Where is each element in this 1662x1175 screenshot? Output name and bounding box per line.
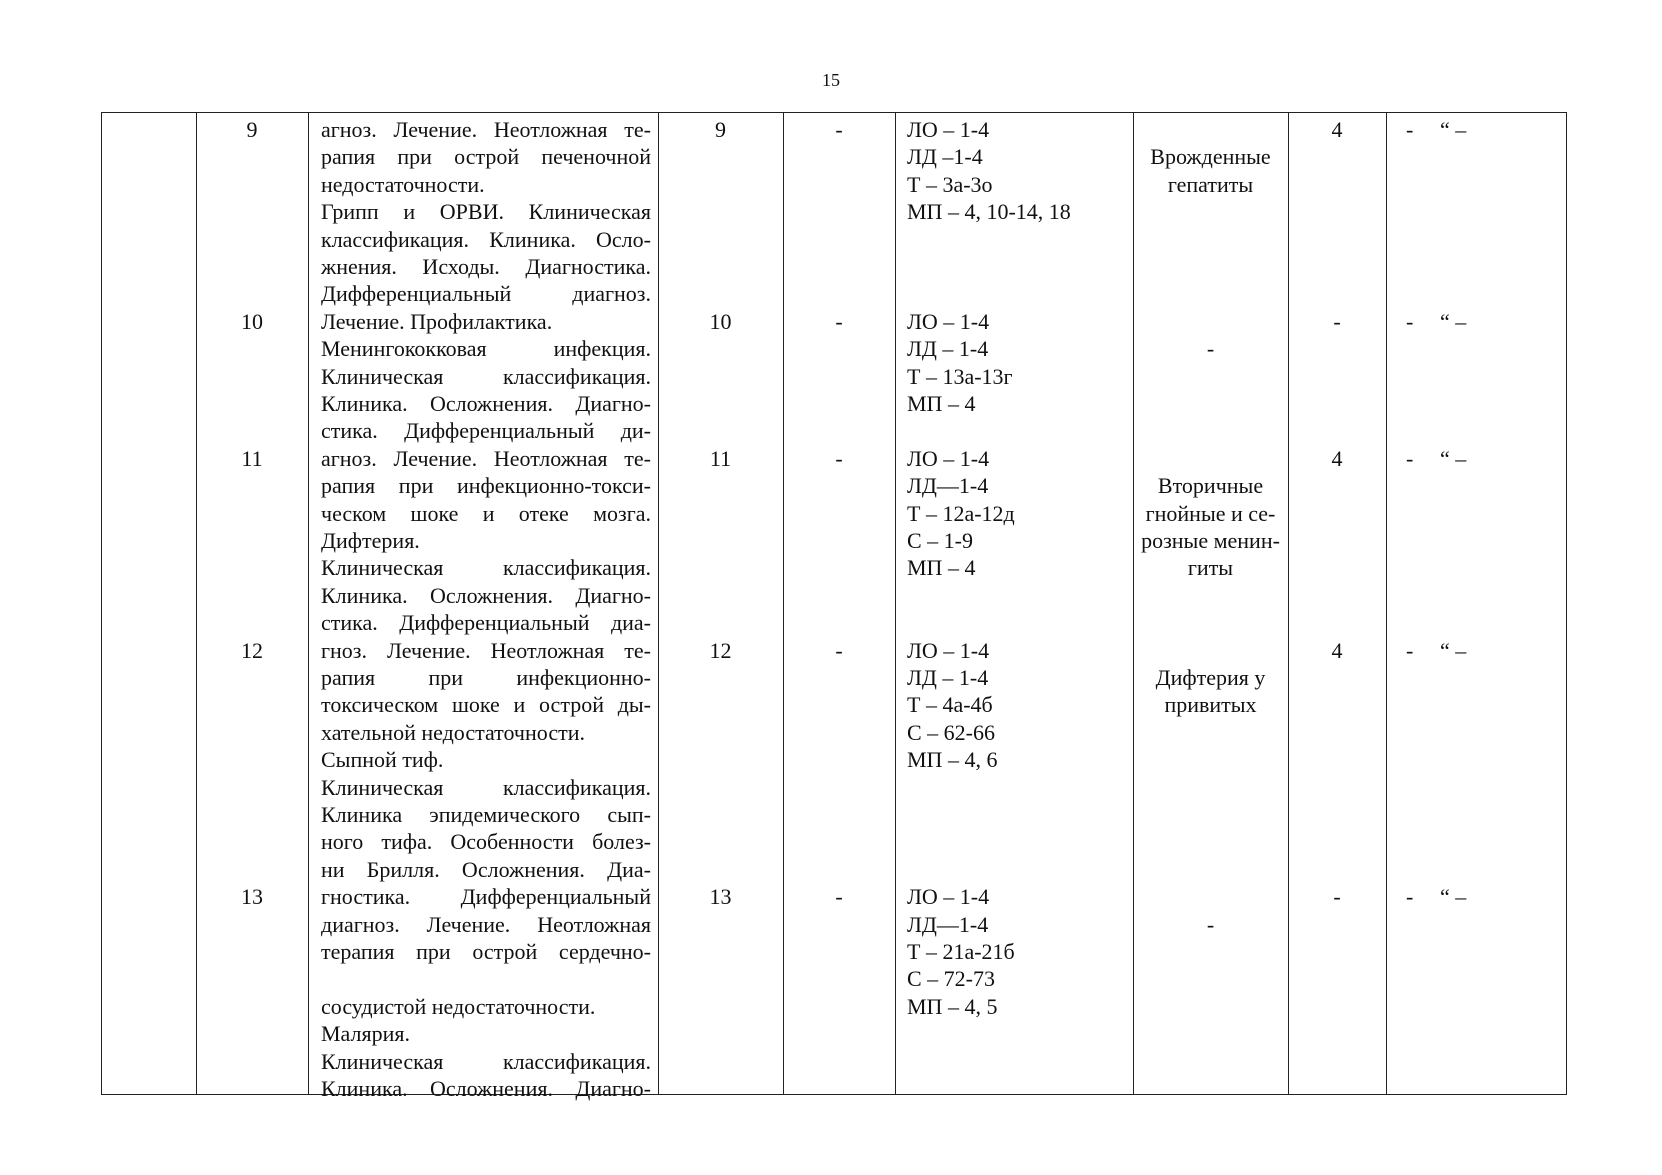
content-line: терапия при острой сердечно- <box>321 939 651 964</box>
literature-reference: Т – 4а-4б <box>907 692 993 718</box>
independent-hours: - <box>1333 308 1341 334</box>
content-line: ни Брилля. Осложнения. Диа- <box>321 856 651 882</box>
column-divider <box>1386 113 1387 1094</box>
literature-reference: ЛО – 1-4 <box>907 117 990 142</box>
content-line: токсическом шоке и острой ды- <box>321 692 651 718</box>
control-form: “ – <box>1440 308 1467 334</box>
column-divider <box>1288 113 1289 1094</box>
content-line: ного тифа. Особенности болез- <box>321 829 651 855</box>
independent-topic: гепатиты <box>1167 171 1254 197</box>
content-line: хательной недостаточности. <box>321 719 585 745</box>
literature-reference: С – 1-9 <box>907 528 973 553</box>
hours-value: - <box>835 445 843 471</box>
content-line: жнения. Исходы. Диагностика. <box>321 254 651 279</box>
literature-reference: ЛО – 1-4 <box>907 884 990 910</box>
literature-reference: Т – 12а-12д <box>907 500 1015 526</box>
content-line: гностика. Дифференциальный <box>321 884 651 910</box>
column-divider <box>783 113 784 1094</box>
independent-hours: 4 <box>1331 445 1343 471</box>
independent-topic: Дифтерия у <box>1155 665 1266 690</box>
literature-reference: МП – 4, 10-14, 18 <box>907 199 1071 225</box>
literature-reference: ЛД—1-4 <box>907 911 989 937</box>
control-form: “ – <box>1440 637 1467 663</box>
content-line: Клиническая классификация. <box>321 555 651 581</box>
content-line: Клиника. Осложнения. Диагно- <box>321 1076 651 1101</box>
hours-value: 10 <box>709 308 732 334</box>
literature-reference: МП – 4, 6 <box>907 747 998 773</box>
content-line: классификация. Клиника. Осло- <box>321 226 651 252</box>
content-line: Дифтерия. <box>321 528 420 553</box>
hours-value: - <box>835 117 843 142</box>
control-form: - <box>1406 445 1414 471</box>
independent-hours: 4 <box>1331 117 1343 142</box>
control-form: - <box>1406 117 1414 142</box>
control-form: - <box>1406 308 1414 334</box>
content-line: гноз. Лечение. Неотложная те- <box>321 637 651 663</box>
content-line: Лечение. Профилактика. <box>321 308 553 334</box>
independent-topic: гиты <box>1187 555 1234 581</box>
control-form: - <box>1406 637 1414 663</box>
literature-reference: ЛО – 1-4 <box>907 308 990 334</box>
literature-reference: ЛД—1-4 <box>907 473 989 499</box>
hours-value: 11 <box>709 445 732 471</box>
row-number: 13 <box>241 884 263 910</box>
content-line: Клиника. Осложнения. Диагно- <box>321 391 651 416</box>
control-form: “ – <box>1440 884 1467 910</box>
hours-value: 9 <box>715 117 726 142</box>
content-line: Клиническая классификация. <box>321 774 651 800</box>
content-line: Клиническая классификация. <box>321 363 651 389</box>
literature-reference: МП – 4 <box>907 555 976 581</box>
independent-topic: Вторичные <box>1157 473 1264 499</box>
content-line: диагноз. Лечение. Неотложная <box>321 911 651 937</box>
control-form: - <box>1406 884 1414 910</box>
independent-topic: - <box>1206 336 1215 362</box>
content-line: Клиника. Осложнения. Диагно- <box>321 582 651 608</box>
literature-reference: С – 72-73 <box>907 966 995 992</box>
content-line: Клиника эпидемического сып- <box>321 802 651 827</box>
content-line: стика. Дифференциальный ди- <box>321 418 651 444</box>
hours-value: - <box>835 308 843 334</box>
content-line: Дифференциальный диагноз. <box>321 281 651 307</box>
literature-reference: ЛД – 1-4 <box>907 665 989 690</box>
literature-reference: МП – 4 <box>907 391 976 416</box>
literature-reference: ЛД – 1-4 <box>907 336 989 362</box>
literature-reference: Т – 3а-3о <box>907 171 993 197</box>
column-divider <box>1133 113 1134 1094</box>
independent-topic: привитых <box>1164 692 1257 718</box>
independent-topic: розные менин- <box>1141 528 1280 553</box>
column-divider <box>895 113 896 1094</box>
row-number: 11 <box>241 445 263 471</box>
row-number: 9 <box>246 117 258 142</box>
page-number: 15 <box>822 70 840 90</box>
content-line: агноз. Лечение. Неотложная те- <box>321 445 651 471</box>
content-line: рапия при острой печеночной <box>321 144 651 170</box>
content-line: недостаточности. <box>321 171 485 197</box>
literature-reference: ЛД –1-4 <box>907 144 983 170</box>
row-number: 10 <box>241 308 263 334</box>
literature-reference: ЛО – 1-4 <box>907 445 990 471</box>
independent-topic: Врожденные <box>1150 144 1271 170</box>
column-divider <box>196 113 197 1094</box>
content-line: рапия при инфекционно-токси- <box>321 473 651 499</box>
literature-reference: Т – 21а-21б <box>907 939 1015 964</box>
hours-value: - <box>835 884 843 910</box>
control-form: “ – <box>1440 445 1467 471</box>
content-line: Клиническая классификация. <box>321 1048 651 1074</box>
independent-hours: 4 <box>1331 637 1343 663</box>
content-line: рапия при инфекционно- <box>321 665 651 690</box>
hours-value: 12 <box>709 637 732 663</box>
literature-reference: ЛО – 1-4 <box>907 637 990 663</box>
content-line: Грипп и ОРВИ. Клиническая <box>321 199 651 225</box>
independent-hours: - <box>1333 884 1341 910</box>
literature-reference: С – 62-66 <box>907 719 995 745</box>
content-line: агноз. Лечение. Неотложная те- <box>321 117 651 142</box>
curriculum-table <box>101 112 1567 1101</box>
column-divider <box>308 113 309 1094</box>
literature-reference: МП – 4, 5 <box>907 993 998 1019</box>
independent-topic: - <box>1206 911 1215 937</box>
hours-value: 13 <box>709 884 732 910</box>
content-line: Малярия. <box>321 1021 411 1047</box>
hours-value: - <box>835 637 843 663</box>
content-line: сосудистой недостаточности. <box>321 993 596 1019</box>
literature-reference: Т – 13а-13г <box>907 363 1013 389</box>
content-line: ческом шоке и отеке мозга. <box>321 500 651 526</box>
content-line: стика. Дифференциальный диа- <box>321 610 651 636</box>
independent-topic: гнойные и се- <box>1145 500 1276 526</box>
column-divider <box>658 113 659 1094</box>
content-line: Менингококковая инфекция. <box>321 336 651 362</box>
content-line: Сыпной тиф. <box>321 747 444 773</box>
row-number: 12 <box>241 637 263 663</box>
control-form: “ – <box>1440 117 1467 142</box>
